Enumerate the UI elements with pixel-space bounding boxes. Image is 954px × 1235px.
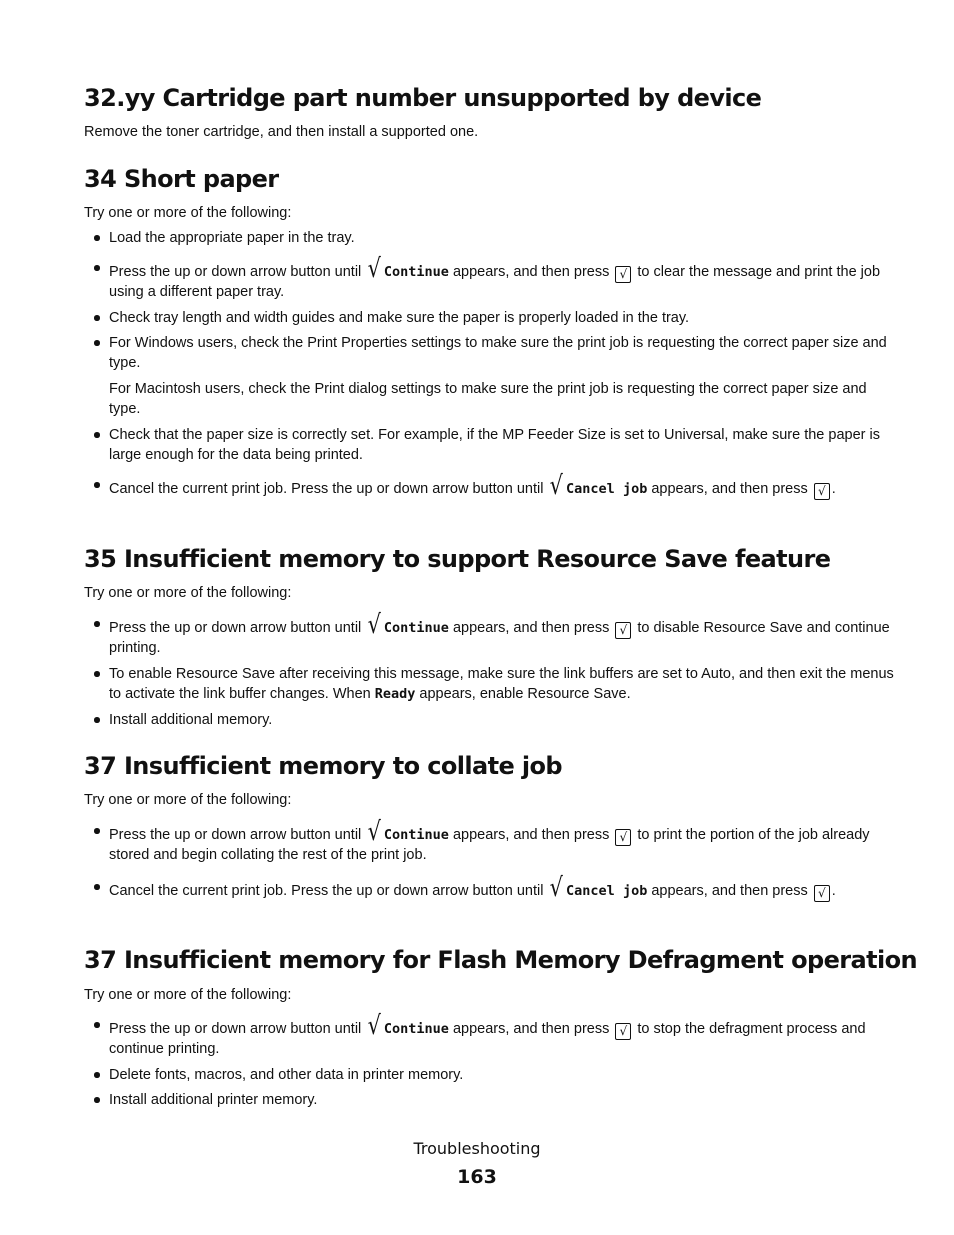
display-message: Cancel job bbox=[566, 481, 648, 497]
section-intro: Remove the toner cartridge, and then install a supported one. bbox=[84, 124, 479, 140]
display-message: Continue bbox=[383, 620, 449, 636]
list-item: Install additional memory. bbox=[84, 710, 899, 730]
section-heading: 32.yy Cartridge part number unsupported by device bbox=[84, 84, 762, 112]
display-message: Continue bbox=[383, 264, 449, 280]
select-button-icon: √ bbox=[814, 483, 830, 500]
list-item: Cancel the current print job. Press the up or down arrow button until √ Cancel job appears, and then press √ . bbox=[84, 475, 899, 499]
section-heading: 37 Insufficient memory for Flash Memory Defragment operation bbox=[84, 946, 917, 974]
list-item: For Windows users, check the Print Properties settings to make sure the print job is requesting the correct paper size and type. For Macintosh users, check the Print dialog settings to make sure the print job is requesting the correct paper size and type. bbox=[84, 333, 899, 419]
list-item: Press the up or down arrow button until √ Continue appears, and then press √ to stop the defragment process and continue printing. bbox=[84, 1015, 899, 1059]
footer-section-title: Troubleshooting bbox=[413, 1139, 541, 1158]
section-intro: Try one or more of the following: bbox=[84, 585, 292, 601]
select-button-icon: √ bbox=[814, 885, 830, 902]
list-item: Cancel the current print job. Press the up or down arrow button until √ Cancel job appears, and then press √ . bbox=[84, 877, 899, 901]
display-message: Cancel job bbox=[566, 883, 648, 899]
list-item: Delete fonts, macros, and other data in printer memory. bbox=[84, 1065, 899, 1085]
section-heading: 35 Insufficient memory to support Resource Save feature bbox=[84, 545, 831, 573]
list-item: Check that the paper size is correctly set. For example, if the MP Feeder Size is set to Universal, make sure the paper is large enough for the data being printed. bbox=[84, 425, 899, 465]
select-button-icon: √ bbox=[615, 266, 631, 283]
section-intro: Try one or more of the following: bbox=[84, 792, 292, 808]
list-item: Load the appropriate paper in the tray. bbox=[84, 228, 899, 248]
list-item: Press the up or down arrow button until √ Continue appears, and then press √ to disable Resource Save and continue printing. bbox=[84, 614, 899, 658]
display-message: Continue bbox=[383, 1021, 449, 1037]
check-icon: √ bbox=[367, 610, 382, 640]
list-item: Check tray length and width guides and make sure the paper is properly loaded in the tray. bbox=[84, 308, 899, 328]
list-item: Press the up or down arrow button until √ Continue appears, and then press √ to print the portion of the job already stored and begin collating the rest of the print job. bbox=[84, 821, 899, 865]
check-icon: √ bbox=[367, 817, 382, 847]
check-icon: √ bbox=[367, 254, 382, 284]
page-number: 163 bbox=[457, 1166, 497, 1188]
section-heading: 34 Short paper bbox=[84, 165, 279, 193]
list-item: Press the up or down arrow button until √ Continue appears, and then press √ to clear the message and print the job using a different paper tray. bbox=[84, 258, 899, 302]
select-button-icon: √ bbox=[615, 1023, 631, 1040]
section-heading: 37 Insufficient memory to collate job bbox=[84, 752, 562, 780]
check-icon: √ bbox=[367, 1011, 382, 1041]
list-item: Install additional printer memory. bbox=[84, 1090, 899, 1110]
check-icon: √ bbox=[550, 873, 564, 903]
select-button-icon: √ bbox=[615, 622, 631, 639]
display-message: Ready bbox=[374, 686, 416, 702]
check-icon: √ bbox=[550, 471, 564, 501]
section-intro: Try one or more of the following: bbox=[84, 987, 292, 1003]
display-message: Continue bbox=[383, 827, 449, 843]
select-button-icon: √ bbox=[615, 829, 631, 846]
list-item: To enable Resource Save after receiving this message, make sure the link buffers are set to Auto, and then exit the menus to activate the link buffer changes. When Ready appears, enable Resource Save. bbox=[84, 664, 899, 704]
section-intro: Try one or more of the following: bbox=[84, 205, 292, 221]
sub-paragraph: For Macintosh users, check the Print dialog settings to make sure the print job is requesting the correct paper size and type. bbox=[109, 381, 867, 417]
